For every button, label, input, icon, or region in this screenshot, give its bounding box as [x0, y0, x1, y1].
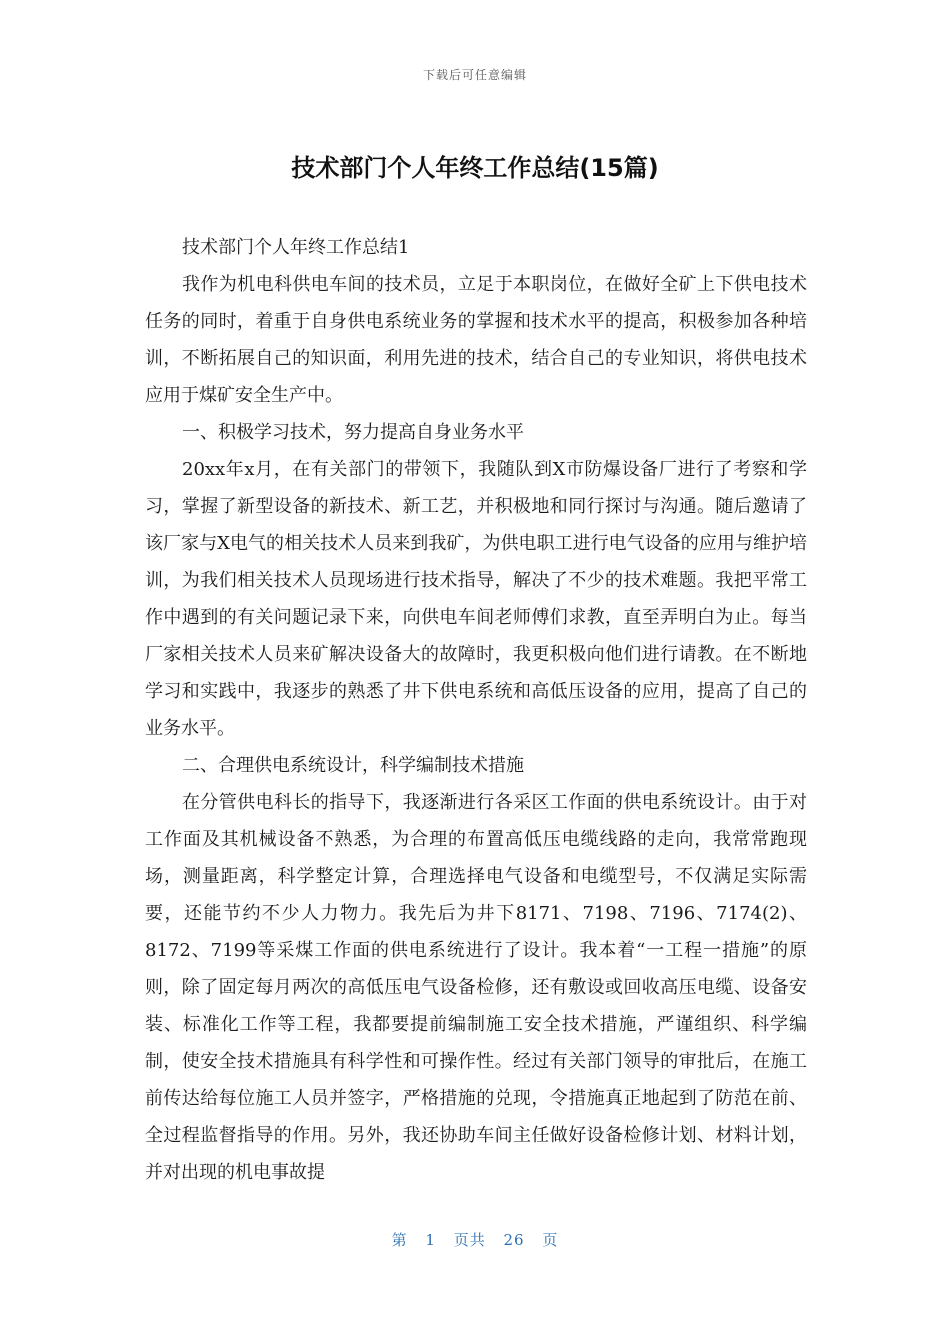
sub-heading-2: 二、合理供电系统设计，科学编制技术措施	[182, 755, 524, 776]
body-paragraph: 20xx年x月，在有关部门的带领下，我随队到X市防爆设备厂进行了考察和学习，掌握了新型设备的新技术、新工艺，并积极地和同行探讨与沟通。随后邀请了该厂家与X电气的相关技术人员来到我矿，为供电职工进行电气设备的应用与维护培训，为我们相关技术人员现场进行技术指导，解决了不少的技术难题。我把平常工作中遇到的有关问题记录下来，向供电车间老师傅们求教，直至弄明白为止。每当厂家相关技术人员来矿解决设备大的故障时，我更积极向他们进行请教。在不断地学习和实践中，我逐步的熟悉了井下供电系统和高低压设备的应用，提高了自己的业务水平。	[145, 459, 807, 739]
body-paragraph: 在分管供电科长的指导下，我逐渐进行各采区工作面的供电系统设计。由于对工作面及其机械设备不熟悉，为合理的布置高低压电缆线路的走向，我常常跑现场，测量距离，科学整定计算，合理选择电气设备和电缆型号，不仅满足实际需要，还能节约不少人力物力。我先后为井下8171、7198、7196、7174(2)、8172、7199等采煤工作面的供电系统进行了设计。我本着“一工程一措施”的原则，除了固定每月两次的高低压电气设备检修，还有敷设或回收高压电缆、设备安装、标准化工作等工程，我都要提前编制施工安全技术措施，严谨组织、科学编制，使安全技术措施具有科学性和可操作性。经过有关部门领导的审批后，在施工前传达给每位施工人员并签字，严格措施的兑现，令措施真正地起到了防范在前、全过程监督指导的作用。另外，我还协助车间主任做好设备检修计划、材料计划，并对出现的机电事故提	[145, 792, 807, 1183]
document-title: 技术部门个人年终工作总结(15篇)	[291, 154, 659, 182]
total-pages-number: 26	[503, 1231, 525, 1249]
page-total-label: 页共	[453, 1231, 486, 1249]
section-heading-1: 技术部门个人年终工作总结1	[182, 237, 410, 258]
current-page-number: 1	[425, 1231, 436, 1249]
page-label: 第	[391, 1231, 408, 1249]
page-number-footer	[0, 1229, 950, 1250]
body-paragraph: 我作为机电科供电车间的技术员，立足于本职岗位，在做好全矿上下供电技术任务的同时，着重于自身供电系统业务的掌握和技术水平的提高，积极参加各种培训，不断拓展自己的知识面，利用先进的技术，结合自己的专业知识，将供电技术应用于煤矿安全生产中。	[145, 274, 807, 406]
download-note: 下载后可任意编辑	[422, 68, 527, 82]
document-body	[145, 229, 807, 1191]
page-end-label: 页	[542, 1231, 559, 1249]
sub-heading-1: 一、积极学习技术，努力提高自身业务水平	[182, 422, 524, 443]
